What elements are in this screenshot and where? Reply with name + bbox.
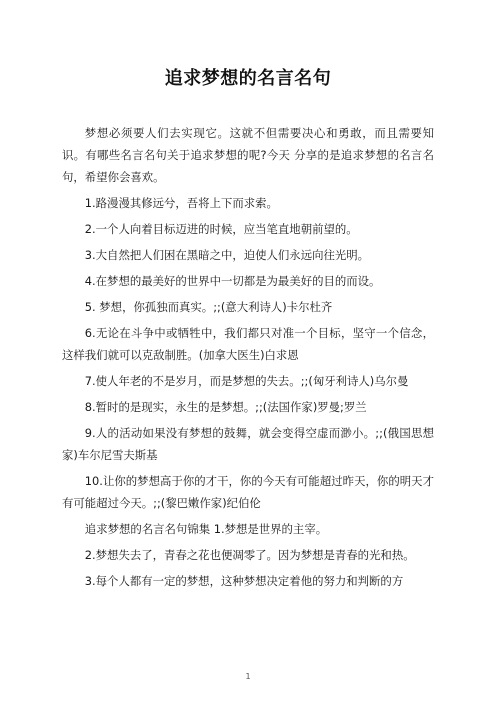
collection-heading-paragraph: 追求梦想的名言名句锦集 1.梦想是世界的主宰。 <box>84 522 328 536</box>
intro-paragraph: 梦想必须要人们去实现它。这就不但需要决心和勇敢，而且需要知识。有哪些名言名句关于追求梦想的呢?今天 分享的是追求梦想的名言名句，希望你会喜欢。 <box>62 126 434 184</box>
collection-item-3: 3.每个人都有一定的梦想，这种梦想决定着他的努力和判断的方 <box>84 574 404 588</box>
quote-item-3: 3.大自然把人们困在黑暗之中，迫使人们永远向往光明。 <box>84 248 370 262</box>
quote-item-4: 4.在梦想的最美好的世界中一切都是为最美好的目的而设。 <box>84 274 381 288</box>
quote-item-7: 7.使人年老的不是岁月，而是梦想的失去。;;(匈牙利诗人)乌尔曼 <box>84 374 409 388</box>
quote-item-2: 2.一个人向着目标迈进的时候，应当笔直地朝前望的。 <box>84 222 358 236</box>
quote-item-5: 5. 梦想，你孤独而真实。;;(意大利诗人)卡尔杜齐 <box>84 300 333 314</box>
quote-item-10: 10.让你的梦想高于你的才干，你的今天有可能超过昨天，你的明天才有可能超过今天。;;(黎巴嫩作家)纪伯伦 <box>62 474 434 510</box>
quote-item-8: 8.暂时的是现实，永生的是梦想。;;(法国作家)罗曼;罗兰 <box>84 400 367 414</box>
quote-item-6: 6.无论在斗争中或牺牲中，我们都只对准一个目标，坚守一个信念，这样我们就可以克敌制胜。(加拿大医生)白求恩 <box>62 326 434 362</box>
page-number: 1 <box>245 672 251 681</box>
collection-item-2: 2.梦想失去了，青春之花也便凋零了。因为梦想是青春的光和热。 <box>84 548 415 562</box>
quote-item-1: 1.路漫漫其修远兮，吾将上下而求索。 <box>84 196 278 210</box>
quote-item-9: 9.人的活动如果没有梦想的鼓舞，就会变得空虚而渺小。;;(俄国思想家)车尔尼雪夫斯基 <box>62 426 434 462</box>
page-title: 追求梦想的名言名句 <box>164 68 332 89</box>
document-body <box>62 122 434 596</box>
